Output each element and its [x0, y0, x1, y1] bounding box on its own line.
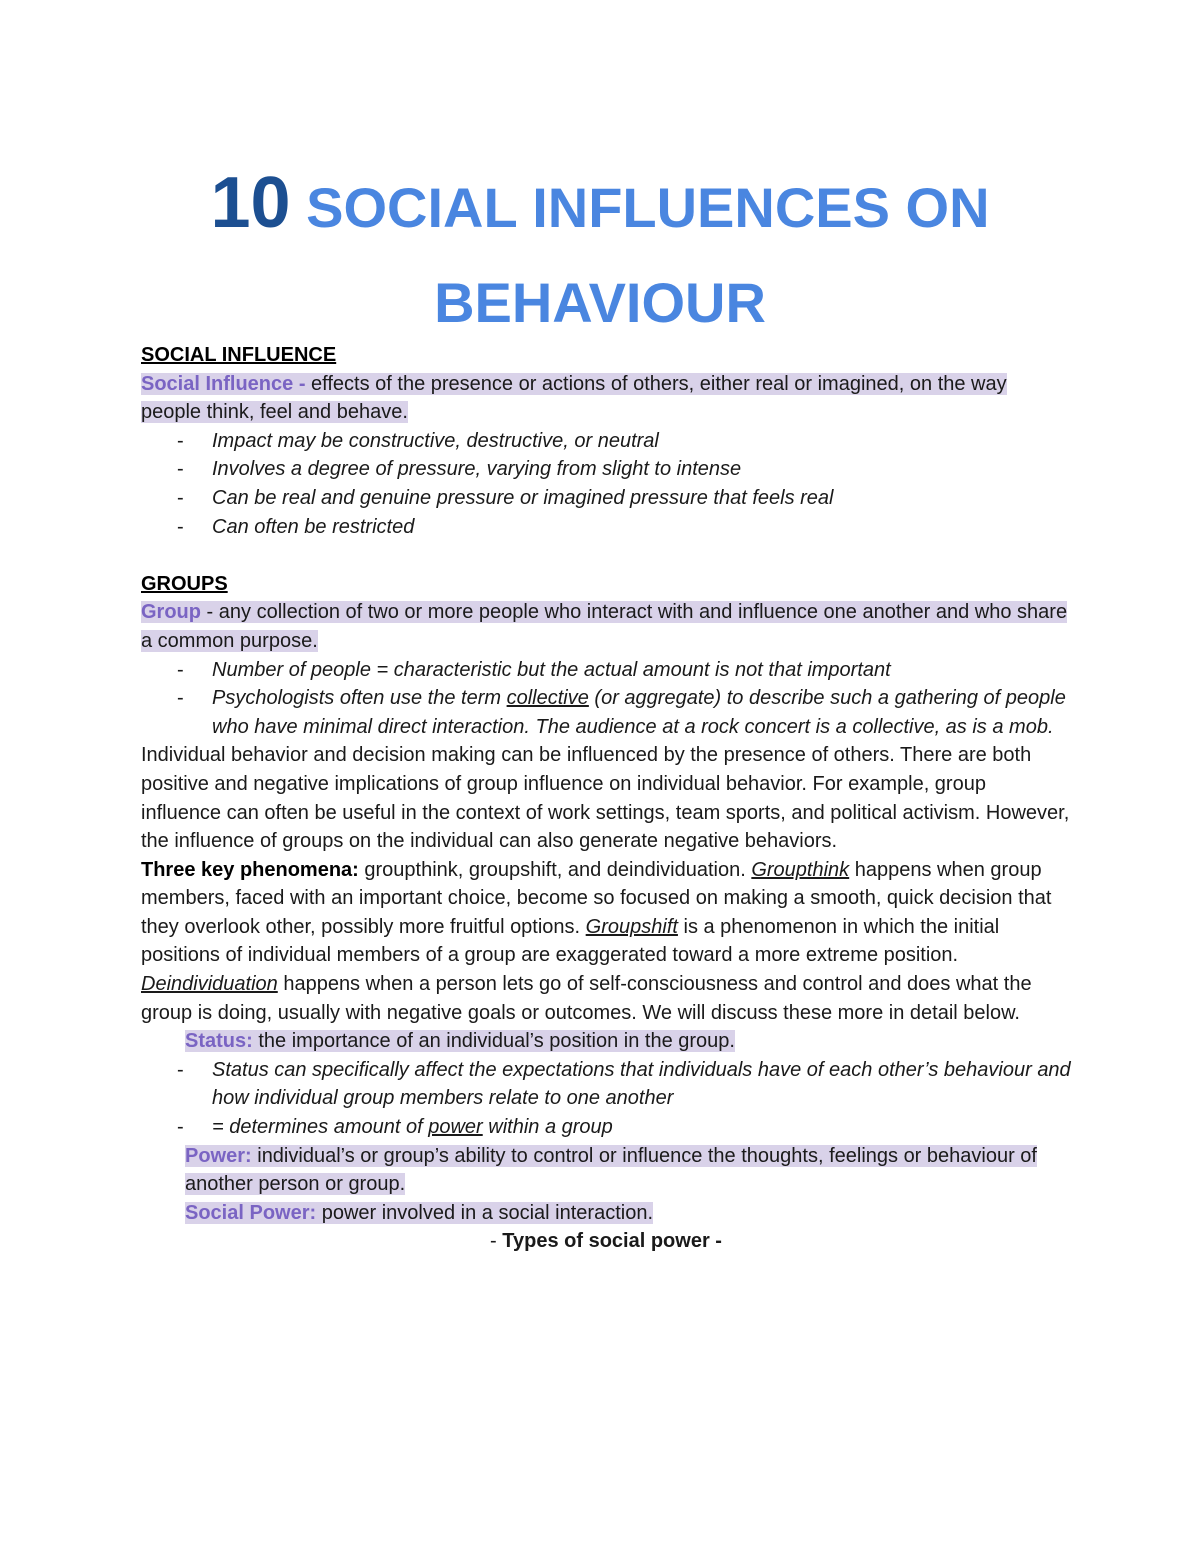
definition-text: effects of the presence or actions of others, either real or imagined, on the way people think, feel and behave. [141, 372, 1007, 424]
definition-power: Power: individual’s or group’s ability to control or influence the thoughts, feelings or behaviour of another person or group. [185, 1144, 1037, 1196]
list-item: - Impact may be constructive, destructive, or neutral [212, 427, 1071, 456]
section-heading-groups: GROUPS [141, 572, 228, 595]
types-of-social-power: Types of social power - [502, 1230, 722, 1253]
term-status: Status: [185, 1030, 253, 1053]
definition-status: Status: the importance of an individual’s position in the group. [185, 1030, 735, 1053]
page-title-line-2: BEHAVIOUR [434, 271, 766, 334]
key-phenomena-label: Three key phenomena: [141, 858, 359, 881]
definition-social-influence [141, 370, 1071, 427]
term-collective: collective [506, 687, 589, 710]
list-item: - Can be real and genuine pressure or imagined pressure that feels real [212, 484, 1071, 513]
term-groupshift: Groupshift [585, 915, 678, 938]
definition-text: - any collection of two or more people who interact with and influence one another and who share a common purpose. [141, 601, 1068, 652]
term-power-link: power [428, 1116, 483, 1139]
document-body [141, 341, 1071, 1256]
definition-social-power: Social Power: power involved in a social interaction. [185, 1201, 654, 1224]
status-bullets [141, 1056, 1071, 1142]
list-item: - Status can specifically affect the expectations that individuals have of each other’s behaviour and how individual group members relate to one another [212, 1056, 1071, 1113]
list-item: - Number of people = characteristic but the actual amount is not that important [212, 656, 1071, 685]
term-groupthink: Groupthink [751, 858, 850, 881]
social-influence-bullets [141, 427, 1071, 541]
group-influence-paragraph: Individual behavior and decision making can be influenced by the presence of others. There are both positive and negative implications of group influence on individual behavior. For example, group influence can often be useful in the context of work settings, team sports, and political activism. However, the influence of groups on the individual can also generate negative behaviors. [141, 744, 1070, 853]
chapter-number: 10 [210, 163, 291, 243]
section-heading-social-influence: SOCIAL INFLUENCE [141, 344, 337, 366]
term-social-influence: Social Influence - [141, 372, 306, 395]
group-bullets [141, 656, 1071, 742]
list-item: - = determines amount of power within a group [212, 1113, 1071, 1142]
term-social-power: Social Power: [185, 1201, 317, 1224]
definition-group [141, 598, 1071, 655]
list-item: - Psychologists often use the term collective (or aggregate) to describe such a gathering of people who have minimal direct interaction. The audience at a rock concert is a collective, as is a mob. [212, 684, 1071, 741]
list-item: - Can often be restricted [212, 513, 1071, 542]
term-power: Power: [185, 1144, 252, 1167]
list-item: - Involves a degree of pressure, varying from slight to intense [212, 455, 1071, 484]
section-footer-heading: - Types of social power - [490, 1230, 722, 1253]
term-group: Group [141, 601, 201, 624]
page-title [0, 148, 1200, 263]
key-phenomena-paragraph: Three key phenomena: groupthink, groupshift, and deindividuation. Groupthink happens when group members, faced with an important choice, become so focused on making a smooth, quick decision that they overlook other, possibly more fruitful options. Groupshift is a phenomenon in which the initial positions of individual members of a group are exaggerated toward a more extreme position. Deindividuation happens when a person lets go of self-consciousness and control and does what the group is doing, usually with negative goals or outcomes. We will discuss these more in detail below. [141, 858, 1052, 1024]
term-deindividuation: Deindividuation [141, 973, 278, 996]
title-line-1: SOCIAL INFLUENCES ON [306, 176, 990, 239]
